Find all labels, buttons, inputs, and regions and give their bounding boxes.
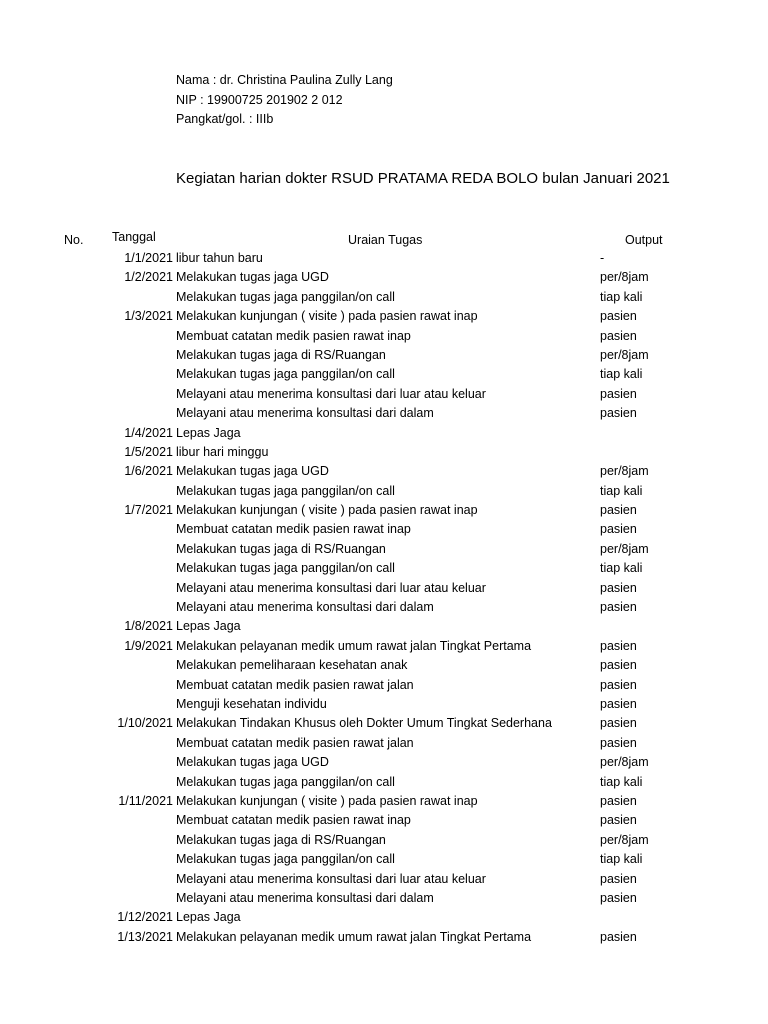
column-header-uraian: Uraian Tugas (348, 233, 423, 247)
row-output: per/8jam (600, 832, 649, 847)
row-task: Melakukan tugas jaga di RS/Ruangan (176, 541, 386, 556)
row-output: per/8jam (600, 755, 649, 770)
row-output: per/8jam (600, 464, 649, 479)
row-date: 1/5/2021 (124, 444, 173, 459)
row-task: Membuat catatan medik pasien rawat inap (176, 328, 411, 343)
table-row (0, 773, 768, 792)
row-date: 1/3/2021 (124, 309, 173, 324)
row-task: Melakukan tugas jaga panggilan/on call (176, 561, 395, 576)
row-output: pasien (600, 716, 637, 731)
table-row (0, 831, 768, 850)
table-row (0, 288, 768, 307)
table-row (0, 850, 768, 869)
table-row (0, 385, 768, 404)
row-date: 1/7/2021 (124, 503, 173, 518)
table-row (0, 346, 768, 365)
column-header-tanggal: Tanggal (112, 230, 156, 244)
row-task: Lepas Jaga (176, 910, 241, 925)
row-output: tiap kali (600, 367, 643, 382)
column-header-no: No. (64, 233, 84, 247)
table-row (0, 714, 768, 733)
row-output: pasien (600, 735, 637, 750)
row-output: - (600, 251, 605, 265)
row-task: Melayani atau menerima konsultasi dari dalam (176, 406, 434, 421)
table-row (0, 928, 768, 947)
row-output: pasien (600, 522, 637, 537)
row-output: pasien (600, 638, 637, 653)
row-task: Melakukan tugas jaga panggilan/on call (176, 367, 395, 382)
row-date: 1/8/2021 (124, 619, 173, 634)
table-row (0, 462, 768, 481)
table-row (0, 559, 768, 578)
table-row (0, 811, 768, 830)
row-task: Melakukan tugas jaga UGD (176, 270, 329, 285)
row-output: tiap kali (600, 289, 643, 304)
table-row (0, 424, 768, 443)
row-task: Melakukan tugas jaga UGD (176, 464, 329, 479)
row-output: per/8jam (600, 347, 649, 362)
row-output: pasien (600, 793, 637, 808)
table-row (0, 908, 768, 927)
row-output: pasien (600, 386, 637, 401)
table-row (0, 792, 768, 811)
row-task: Melakukan kunjungan ( visite ) pada pasien rawat inap (176, 793, 478, 808)
row-task: Melakukan tugas jaga di RS/Ruangan (176, 832, 386, 847)
table-row (0, 637, 768, 656)
employee-rank: Pangkat/gol. : IIIb (176, 112, 274, 126)
row-task: Membuat catatan medik pasien rawat inap (176, 522, 411, 537)
table-row (0, 676, 768, 695)
row-date: 1/10/2021 (117, 716, 173, 731)
row-date: 1/1/2021 (124, 251, 173, 265)
row-output: pasien (600, 871, 637, 886)
row-output: pasien (600, 677, 637, 692)
row-output: per/8jam (600, 541, 649, 556)
row-task: Membuat catatan medik pasien rawat jalan (176, 677, 414, 692)
row-output: tiap kali (600, 483, 643, 498)
table-row (0, 268, 768, 287)
row-date: 1/4/2021 (124, 425, 173, 440)
row-task: Membuat catatan medik pasien rawat inap (176, 813, 411, 828)
row-output: pasien (600, 658, 637, 673)
row-date: 1/9/2021 (124, 638, 173, 653)
row-task: Melayani atau menerima konsultasi dari luar atau keluar (176, 386, 486, 401)
row-task: Melayani atau menerima konsultasi dari luar atau keluar (176, 871, 486, 886)
table-row (0, 617, 768, 636)
table-row (0, 249, 768, 268)
row-date: 1/6/2021 (124, 464, 173, 479)
table-row (0, 365, 768, 384)
table-row (0, 695, 768, 714)
employee-nip: NIP : 19900725 201902 2 012 (176, 93, 343, 107)
table-row (0, 734, 768, 753)
row-output: pasien (600, 406, 637, 421)
row-task: Melakukan tugas jaga panggilan/on call (176, 852, 395, 867)
row-task: Melakukan Tindakan Khusus oleh Dokter Umum Tingkat Sederhana (176, 716, 552, 731)
employee-name: Nama : dr. Christina Paulina Zully Lang (176, 73, 393, 87)
table-row (0, 327, 768, 346)
row-task: Melayani atau menerima konsultasi dari dalam (176, 600, 434, 615)
table-row (0, 598, 768, 617)
table-row (0, 579, 768, 598)
column-header-output: Output (625, 233, 663, 247)
row-task: Melakukan tugas jaga panggilan/on call (176, 774, 395, 789)
table-row (0, 482, 768, 501)
row-date: 1/11/2021 (118, 793, 173, 808)
row-task: Melakukan tugas jaga di RS/Ruangan (176, 347, 386, 362)
row-date: 1/2/2021 (124, 270, 173, 285)
table-row (0, 404, 768, 423)
table-row (0, 889, 768, 908)
row-task: Melayani atau menerima konsultasi dari luar atau keluar (176, 580, 486, 595)
row-task: Melakukan tugas jaga UGD (176, 755, 329, 770)
table-row (0, 443, 768, 462)
row-task: Melakukan pelayanan medik umum rawat jalan Tingkat Pertama (176, 638, 532, 653)
row-task: Melakukan tugas jaga panggilan/on call (176, 289, 395, 304)
activity-table (0, 249, 768, 947)
row-output: pasien (600, 309, 637, 324)
row-output: pasien (600, 503, 637, 518)
row-task: Melakukan kunjungan ( visite ) pada pasien rawat inap (176, 309, 478, 324)
row-task: libur tahun baru (176, 251, 263, 265)
table-row (0, 753, 768, 772)
row-task: Melakukan kunjungan ( visite ) pada pasien rawat inap (176, 503, 478, 518)
row-task: Melakukan tugas jaga panggilan/on call (176, 483, 395, 498)
row-output: per/8jam (600, 270, 649, 285)
table-row (0, 540, 768, 559)
table-row (0, 520, 768, 539)
row-output: pasien (600, 328, 637, 343)
row-task: Membuat catatan medik pasien rawat jalan (176, 735, 414, 750)
row-task: Lepas Jaga (176, 425, 241, 440)
row-task: Melayani atau menerima konsultasi dari dalam (176, 890, 434, 905)
row-task: libur hari minggu (176, 444, 269, 459)
row-task: Melakukan pelayanan medik umum rawat jalan Tingkat Pertama (176, 929, 532, 944)
row-output: pasien (600, 929, 637, 944)
row-task: Melakukan pemeliharaan kesehatan anak (176, 658, 408, 673)
row-task: Lepas Jaga (176, 619, 241, 634)
row-date: 1/12/2021 (117, 910, 173, 925)
row-output: pasien (600, 696, 637, 711)
row-output: pasien (600, 600, 637, 615)
row-date: 1/13/2021 (117, 929, 173, 944)
row-task: Menguji kesehatan individu (176, 696, 327, 711)
row-output: tiap kali (600, 561, 643, 576)
row-output: pasien (600, 813, 637, 828)
row-output: tiap kali (600, 852, 643, 867)
table-row (0, 307, 768, 326)
table-row (0, 656, 768, 675)
table-row (0, 501, 768, 520)
row-output: pasien (600, 890, 637, 905)
document-title: Kegiatan harian dokter RSUD PRATAMA REDA BOLO bulan Januari 2021 (176, 170, 670, 187)
row-output: pasien (600, 580, 637, 595)
row-output: tiap kali (600, 774, 643, 789)
table-row (0, 870, 768, 889)
